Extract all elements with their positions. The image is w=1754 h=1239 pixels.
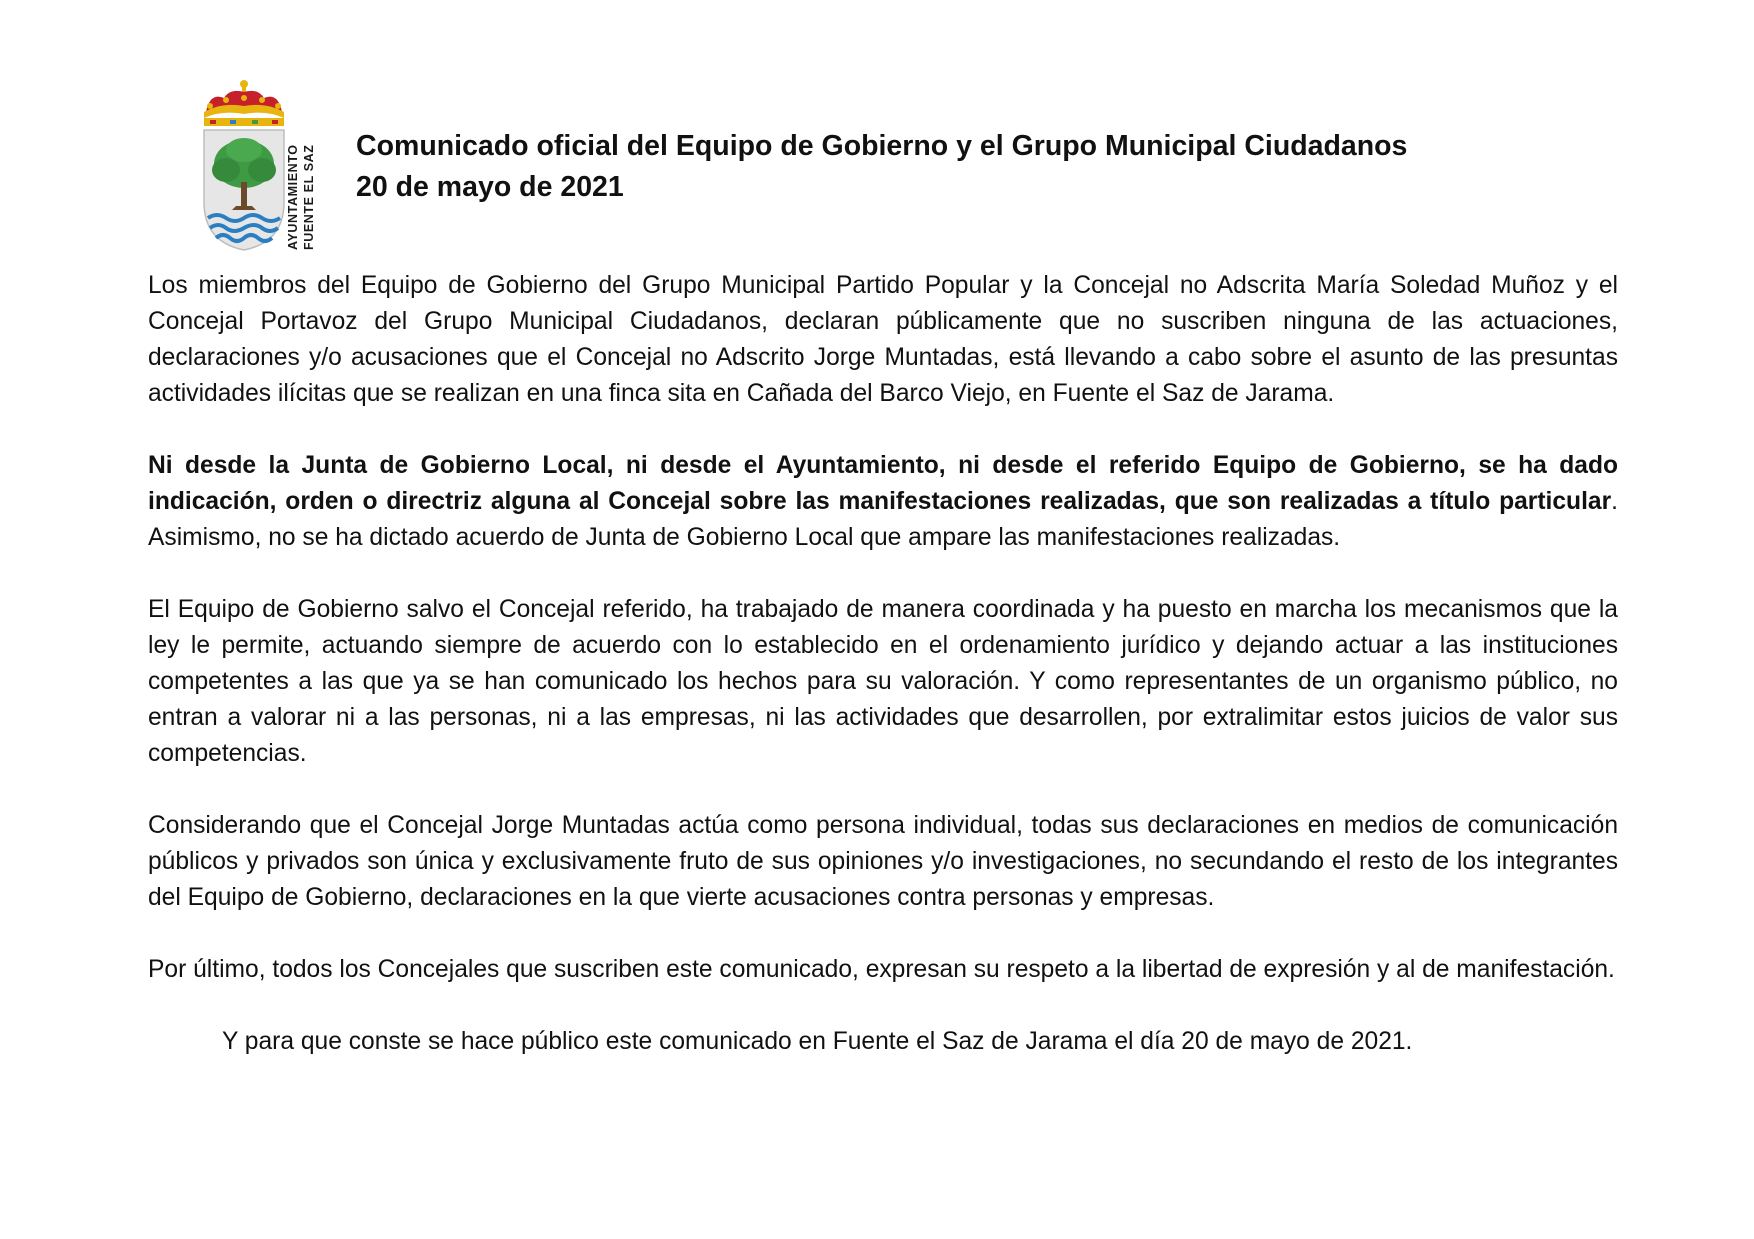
paragraph-2-bold: Ni desde la Junta de Gobierno Local, ni desde el Ayuntamiento, ni desde el referido Equipo de Gobierno, se ha dado indicación, orden o directriz alguna al Concejal sobre las manifestaciones realizadas, que son realizadas a título particular bbox=[148, 452, 1618, 515]
crown-icon bbox=[204, 80, 284, 126]
document-header bbox=[356, 126, 1656, 208]
paragraph-3: El Equipo de Gobierno salvo el Concejal referido, ha trabajado de manera coordinada y ha puesto en marcha los mecanismos que la ley le permite, actuando siempre de acuerdo con lo establecido en el ordenamiento jurídico y dejando actuar a las instituciones competentes a las que ya se han comunicado los hechos para su valoración. Y como representantes de un organismo público, no entran a valorar ni a las personas, ni a las empresas, ni las actividades que desarrollen, por extralimitar estos juicios de valor sus competencias. bbox=[148, 596, 1618, 767]
paragraph-2-rest: . Asimismo, no se ha dictado acuerdo de Junta de Gobierno Local que ampare las manifestaciones realizadas. bbox=[148, 488, 1618, 551]
municipality-label bbox=[282, 112, 322, 252]
document-body bbox=[148, 268, 1618, 1060]
closing-statement: Y para que conste se hace público este comunicado en Fuente el Saz de Jarama el día 20 de mayo de 2021. bbox=[222, 1028, 1413, 1055]
municipality-line2: FUENTE EL SAZ bbox=[302, 144, 316, 250]
document-title: Comunicado oficial del Equipo de Gobierno y el Grupo Municipal Ciudadanos bbox=[356, 130, 1408, 162]
paragraph-5: Por último, todos los Concejales que suscriben este comunicado, expresan su respeto a la libertad de expresión y al de manifestación. bbox=[148, 956, 1615, 983]
coat-of-arms-icon bbox=[200, 78, 288, 254]
municipality-line1: AYUNTAMIENTO bbox=[286, 144, 300, 250]
paragraph-4: Considerando que el Concejal Jorge Muntadas actúa como persona individual, todas sus declaraciones en medios de comunicación públicos y privados son única y exclusivamente fruto de sus opiniones y/o investigaciones, no secundando el resto de los integrantes del Equipo de Gobierno, declaraciones en la que vierte acusaciones contra personas y empresas. bbox=[148, 812, 1618, 911]
document-date: 20 de mayo de 2021 bbox=[356, 171, 624, 203]
paragraph-1: Los miembros del Equipo de Gobierno del Grupo Municipal Partido Popular y la Concejal no Adscrita María Soledad Muñoz y el Concejal Portavoz del Grupo Municipal Ciudadanos, declaran públicamente que no suscriben ninguna de las actuaciones, declaraciones y/o acusaciones que el Concejal no Adscrito Jorge Muntadas, está llevando a cabo sobre el asunto de las presuntas actividades ilícitas que se realizan en una finca sita en Cañada del Barco Viejo, en Fuente el Saz de Jarama. bbox=[148, 272, 1618, 407]
paragraph-2 bbox=[148, 448, 1618, 556]
